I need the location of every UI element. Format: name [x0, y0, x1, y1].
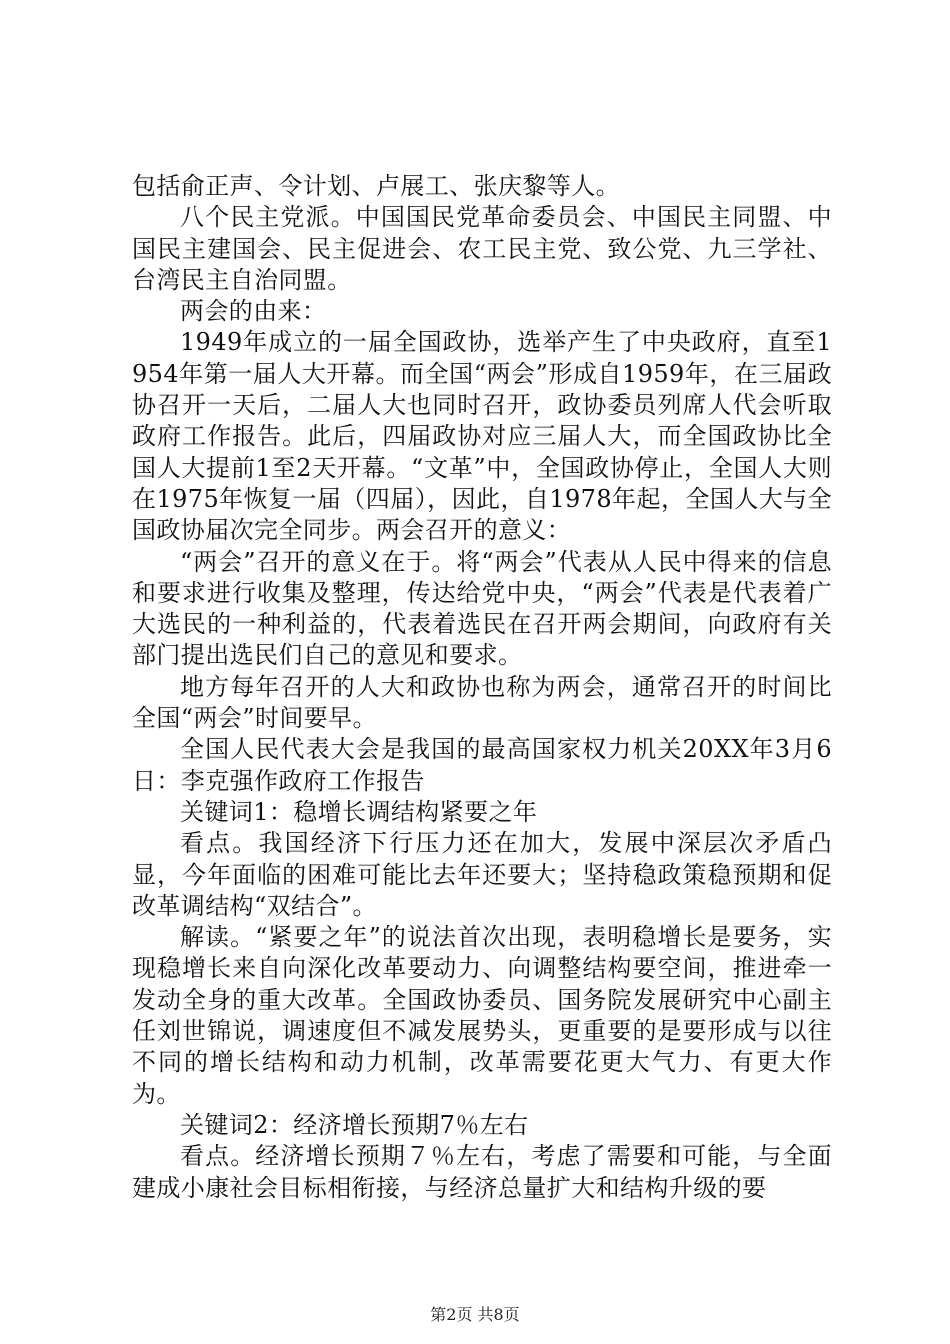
heading-origin: 两会的由来：	[180, 297, 327, 326]
keyword-2-highlight: 看点。经济增长预期７％左右，考虑了需要和可能，与全面建成小康社会目标相衔接，与经济总量扩大和结构升级的要	[132, 1142, 832, 1202]
paragraph-significance: “两会”召开的意义在于。将“两会”代表从人民中得来的信息和要求进行收集及整理，传达给党中央，“两会”代表是代表着广大选民的一种利益的，代表着选民在召开两会期间，向政府有关部门提出选民们自己的意见和要求。	[132, 547, 832, 670]
keyword-2-heading: 关键词2：经济增长预期7％左右	[180, 1110, 529, 1139]
document-body	[132, 171, 832, 1204]
keyword-1-highlight: 看点。我国经济下行压力还在加大，发展中深层次矛盾凸显，今年面临的困难可能比去年还要大；坚持稳政策稳预期和促改革调结构“双结合”。	[132, 829, 832, 920]
paragraph-origin-history: 1949年成立的一届全国政协，选举产生了中央政府，直至1954年第一届人大开幕。而全国“两会”形成自1959年，在三届政协召开一天后，二届人大也同时召开，政协委员列席人代会听取政府工作报告。此后，四届政协对应三届人大，而全国政协比全国人大提前1至2天开幕。“文革”中，全国政协停止，全国人大则在1975年恢复一届（四届），因此，自1978年起，全国人大与全国政协届次完全同步。两会召开的意义：	[132, 328, 832, 545]
paragraph-npc-report: 全国人民代表大会是我国的最高国家权力机关20XX年3月6日：李克强作政府工作报告	[132, 735, 832, 795]
page-number-footer: 第2页 共8页	[430, 1305, 520, 1324]
paragraph-local-sessions: 地方每年召开的人大和政协也称为两会，通常召开的时间比全国“两会”时间要早。	[132, 672, 832, 733]
keyword-1-interpretation: 解读。“紧要之年”的说法首次出现，表明稳增长是要务，实现稳增长来自向深化改革要动力、向调整结构要空间，推进牵一发动全身的重大改革。全国政协委员、国务院发展研究中心副主任刘世锦说，调速度但不减发展势头，更重要的是要形成与以往不同的增长结构和动力机制，改革需要花更大气力、有更大作为。	[132, 923, 832, 1108]
keyword-1-heading: 关键词1：稳增长调结构紧要之年	[180, 797, 538, 826]
paragraph-democratic-parties: 八个民主党派。中国国民党革命委员会、中国民主同盟、中国民主建国会、民主促进会、农工民主党、致公党、九三学社、台湾民主自治同盟。	[132, 203, 832, 294]
paragraph-continuation: 包括俞正声、令计划、卢展工、张庆黎等人。	[132, 172, 620, 200]
